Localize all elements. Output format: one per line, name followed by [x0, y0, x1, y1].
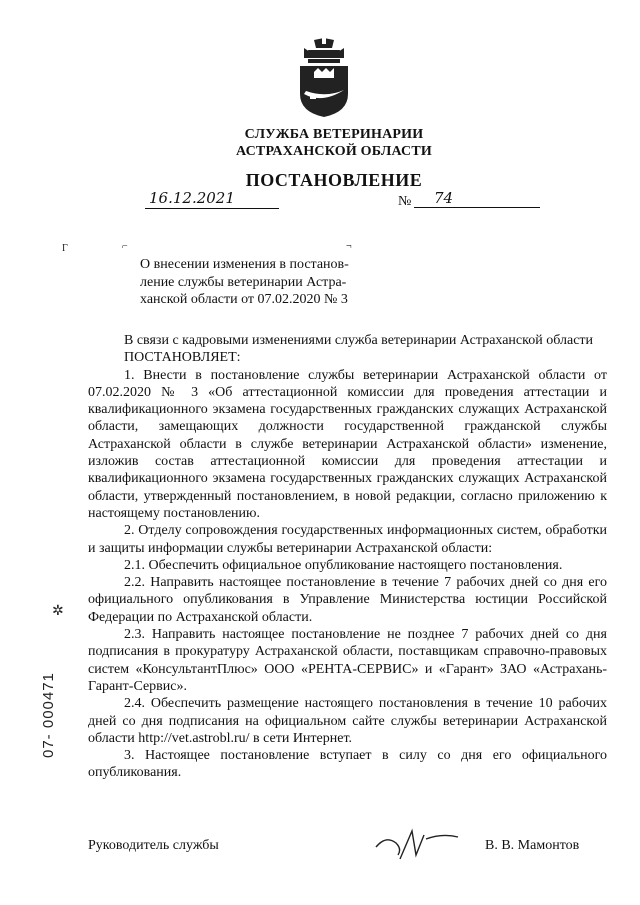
paragraph-2-2: 2.2. Направить настоящее постановление в течение 7 рабочих дней со дня его официального опубликования в Управление Министерства юстиции Российской Федерации по Астраханской области. — [88, 575, 607, 625]
document-subject — [140, 256, 370, 309]
subject-line: О внесении изменения в постанов- — [140, 257, 349, 272]
subject-line: ханской области от 07.02.2020 № 3 — [140, 292, 348, 307]
corner-mark-top-right: ¬ — [346, 241, 352, 252]
signatory-role: Руководитель службы — [88, 838, 219, 853]
document-body — [88, 332, 607, 782]
subject-line: ление службы ветеринарии Астра- — [140, 274, 347, 290]
paragraph-1: 1. Внести в постановление службы ветеринарии Астраханской области от 07.02.2020 № 3 «Об аттестационной комиссии для проведения аттестации и квалификационного экзамена государственных гражданских служащих Астраханской области, замещающих должности государственной гражданской службы Астраханской области в службе ветеринарии Астраханской области» изменение, изложив состав аттестационной комиссии для проведения аттестации и квалификационного экзамена государственных гражданских служащих Астраханской области, утвержденный постановлением, в новой редакции, согласно приложению к настоящему постановлению. — [88, 367, 607, 521]
document-number-label: № — [398, 194, 412, 209]
intro-paragraph: В связи с кадровыми изменениями служба ветеринарии Астраханской области — [124, 333, 594, 348]
paragraph-2: 2. Отделу сопровождения государственных информационных систем, обработки и защиты информации службы ветеринарии Астраханской области: — [88, 523, 607, 556]
resolves-heading: ПОСТАНОВЛЯЕТ: — [124, 350, 241, 366]
corner-mark-top-left: ⌐ — [122, 241, 128, 252]
paragraph-2-4: 2.4. Обеспечить размещение настоящего постановления в течение 10 рабочих дней со дня подписания на официальном сайте службы ветеринарии Астраханской области http://vet.astrobl.ru/ в сети Интернет. — [88, 696, 607, 746]
paragraph-2-1: 2.1. Обеспечить официальное опубликование настоящего постановления. — [124, 557, 563, 573]
document-number: 74 — [414, 189, 540, 208]
registration-number: 07- 000471 — [40, 672, 57, 758]
document-type-title: ПОСТАНОВЛЕНИЕ — [245, 170, 423, 190]
coat-of-arms-icon — [292, 38, 356, 118]
margin-mark: ✲ — [52, 604, 64, 619]
signature-icon — [372, 825, 462, 861]
corner-mark-left: Г — [62, 243, 68, 254]
organization-name-line1: СЛУЖБА ВЕТЕРИНАРИИ — [244, 127, 424, 142]
paragraph-3: 3. Настоящее постановление вступает в силу со дня его официального опубликования. — [88, 748, 607, 781]
document-date: 16.12.2021 — [145, 189, 279, 209]
organization-name-line2: АСТРАХАНСКОЙ ОБЛАСТИ — [235, 144, 432, 159]
signatory-name: В. В. Мамонтов — [485, 838, 580, 853]
paragraph-2-3: 2.3. Направить настоящее постановление не позднее 7 рабочих дней со дня подписания в прокуратуру Астраханской области, поставщикам справочно-правовых систем «КонсультантПлюс» ООО «РЕНТА-СЕРВИС» и «Гарант» ЗАО «Астрахань-Гарант-Сервис». — [88, 627, 607, 694]
